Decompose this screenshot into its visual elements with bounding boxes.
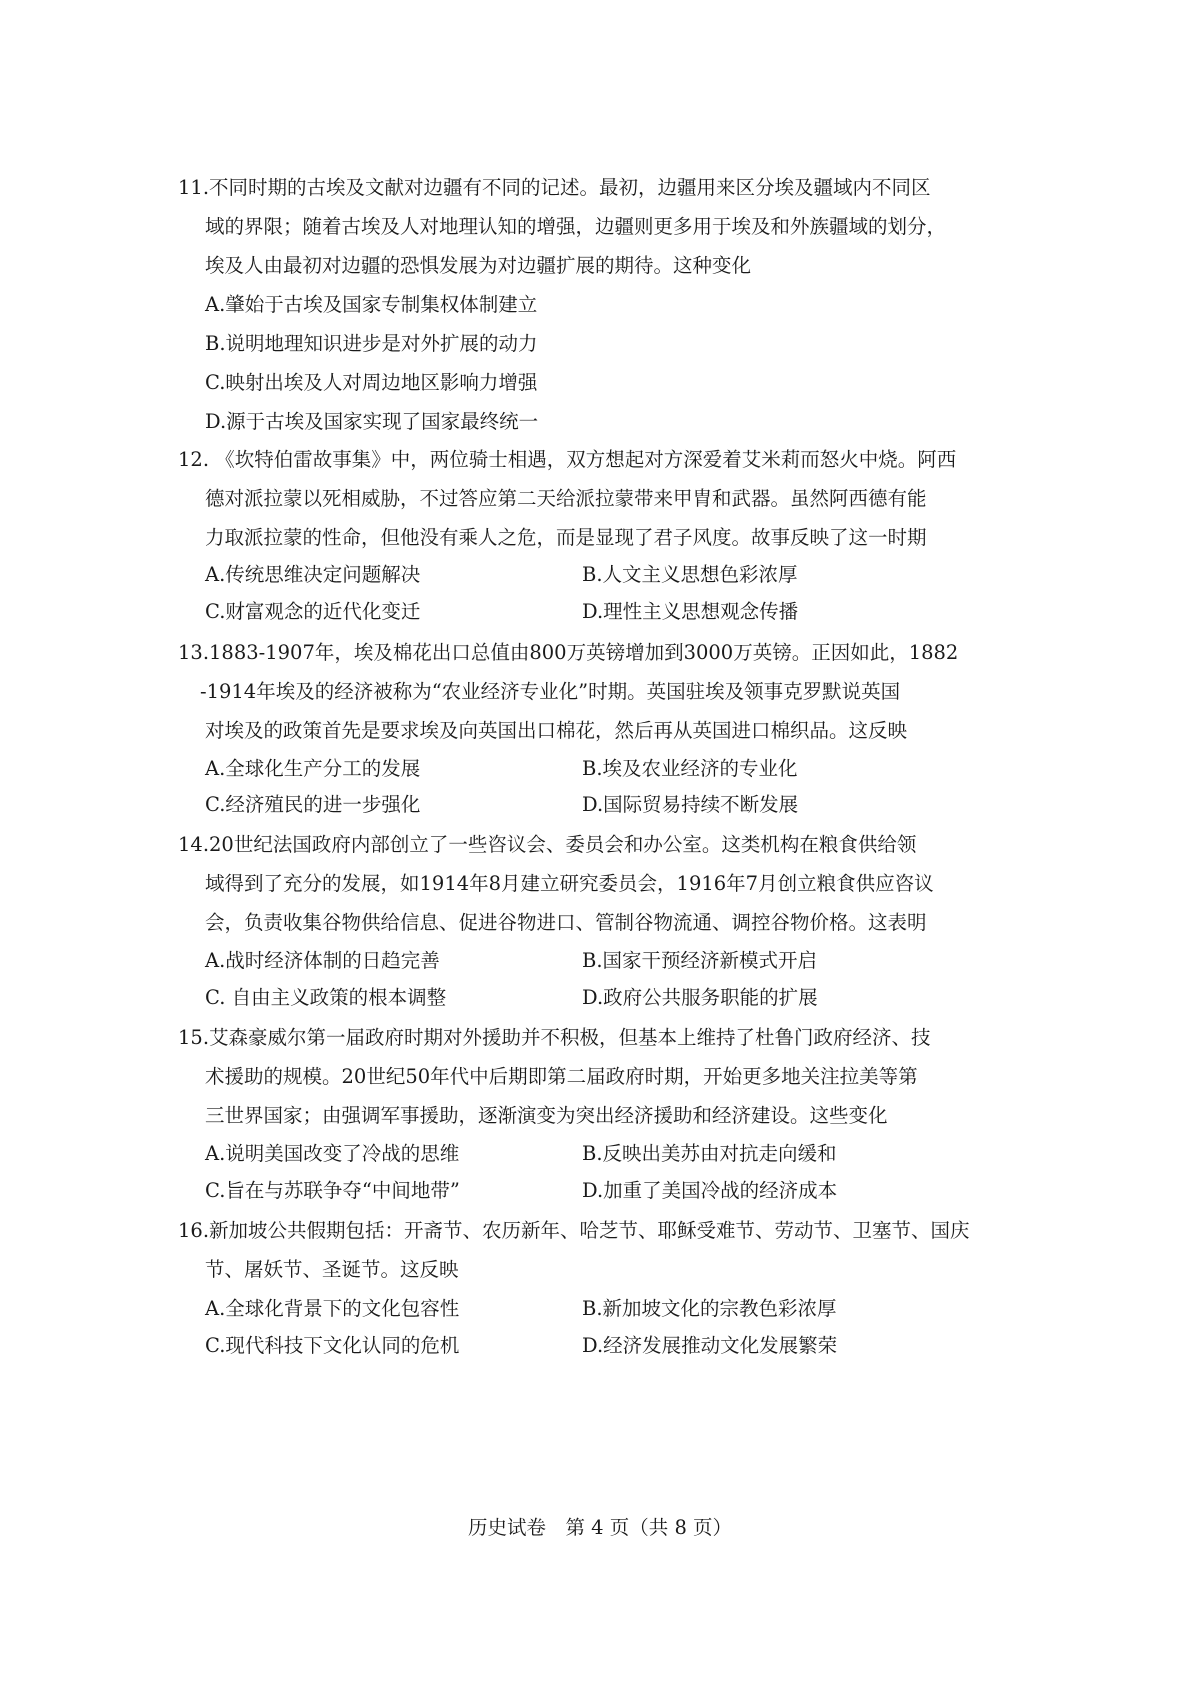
option-c: C.财富观念的近代化变迁 — [205, 600, 421, 623]
option-d: D.经济发展推动文化发展繁荣 — [582, 1334, 838, 1357]
option-d: D.政府公共服务职能的扩展 — [582, 986, 818, 1009]
question-text-line: 14.20世纪法国政府内部创立了一些咨议会、委员会和办公室。这类机构在粮食供给领 — [178, 833, 917, 856]
page-footer: 历史试卷 第 4 页（共 8 页） — [467, 1516, 733, 1539]
option-a: A.传统思维决定问题解决 — [205, 563, 421, 586]
option-d: D.理性主义思想观念传播 — [582, 600, 799, 623]
option-c: C.映射出埃及人对周边地区影响力增强 — [205, 371, 538, 394]
question-text-line: 对埃及的政策首先是要求埃及向英国出口棉花，然后再从英国进口棉织品。这反映 — [205, 719, 908, 742]
option-b: B.埃及农业经济的专业化 — [582, 757, 798, 780]
option-a: A.全球化背景下的文化包容性 — [205, 1297, 460, 1320]
question-text-line: -1914年埃及的经济被称为“农业经济专业化”时期。英国驻埃及领事克罗默说英国 — [200, 680, 901, 703]
question-text-line: 节、屠妖节、圣诞节。这反映 — [205, 1258, 459, 1281]
option-b: B.反映出美苏由对抗走向缓和 — [582, 1142, 837, 1165]
question-text-line: 15.艾森豪威尔第一届政府时期对外援助并不积极，但基本上维持了杜鲁门政府经济、技 — [178, 1026, 931, 1049]
option-c: C.经济殖民的进一步强化 — [205, 793, 421, 816]
option-a: A.全球化生产分工的发展 — [205, 757, 421, 780]
option-b: B.新加坡文化的宗教色彩浓厚 — [582, 1297, 837, 1320]
question-text-line: 会，负责收集谷物供给信息、促进谷物进口、管制谷物流通、调控谷物价格。这表明 — [205, 911, 927, 934]
option-b: B.国家干预经济新模式开启 — [582, 949, 818, 972]
question-text-line: 德对派拉蒙以死相威胁，不过答应第二天给派拉蒙带来甲胄和武器。虽然阿西德有能 — [205, 487, 927, 510]
question-text-line: 11.不同时期的古埃及文献对边疆有不同的记述。最初，边疆用来区分埃及疆域内不同区 — [178, 176, 931, 199]
option-a: A.战时经济体制的日趋完善 — [205, 949, 440, 972]
question-text-line: 三世界国家；由强调军事援助，逐渐演变为突出经济援助和经济建设。这些变化 — [205, 1104, 888, 1127]
option-a: A.说明美国改变了冷战的思维 — [205, 1142, 460, 1165]
option-d: D.源于古埃及国家实现了国家最终统一 — [205, 410, 539, 433]
option-b: B.人文主义思想色彩浓厚 — [582, 563, 798, 586]
question-text-line: 埃及人由最初对边疆的恐惧发展为对边疆扩展的期待。这种变化 — [205, 254, 752, 277]
question-text-line: 13.1883-1907年，埃及棉花出口总值由800万英镑增加到3000万英镑。正因如此，1882 — [178, 641, 959, 664]
question-text-line: 力取派拉蒙的性命，但他没有乘人之危，而是显现了君子风度。故事反映了这一时期 — [205, 526, 927, 549]
option-c: C.现代科技下文化认同的危机 — [205, 1334, 460, 1357]
question-text-line: 12. 《坎特伯雷故事集》中，两位骑士相遇，双方想起对方深爱着艾米莉而怒火中烧。阿西 — [178, 448, 957, 471]
question-text-line: 域的界限；随着古埃及人对地理认知的增强，边疆则更多用于埃及和外族疆域的划分， — [205, 215, 947, 238]
question-text-line: 术援助的规模。20世纪50年代中后期即第二届政府时期，开始更多地关注拉美等第 — [205, 1065, 918, 1088]
option-a: A.肇始于古埃及国家专制集权体制建立 — [205, 293, 538, 316]
question-text-line: 16.新加坡公共假期包括：开斋节、农历新年、哈芝节、耶稣受难节、劳动节、卫塞节、国庆 — [178, 1219, 970, 1242]
option-c: C.旨在与苏联争夺“中间地带” — [205, 1179, 460, 1202]
option-b: B.说明地理知识进步是对外扩展的动力 — [205, 332, 538, 355]
option-c: C. 自由主义政策的根本调整 — [205, 986, 447, 1009]
option-d: D.国际贸易持续不断发展 — [582, 793, 799, 816]
question-text-line: 域得到了充分的发展，如1914年8月建立研究委员会，1916年7月创立粮食供应咨议 — [205, 872, 934, 895]
option-d: D.加重了美国冷战的经济成本 — [582, 1179, 838, 1202]
